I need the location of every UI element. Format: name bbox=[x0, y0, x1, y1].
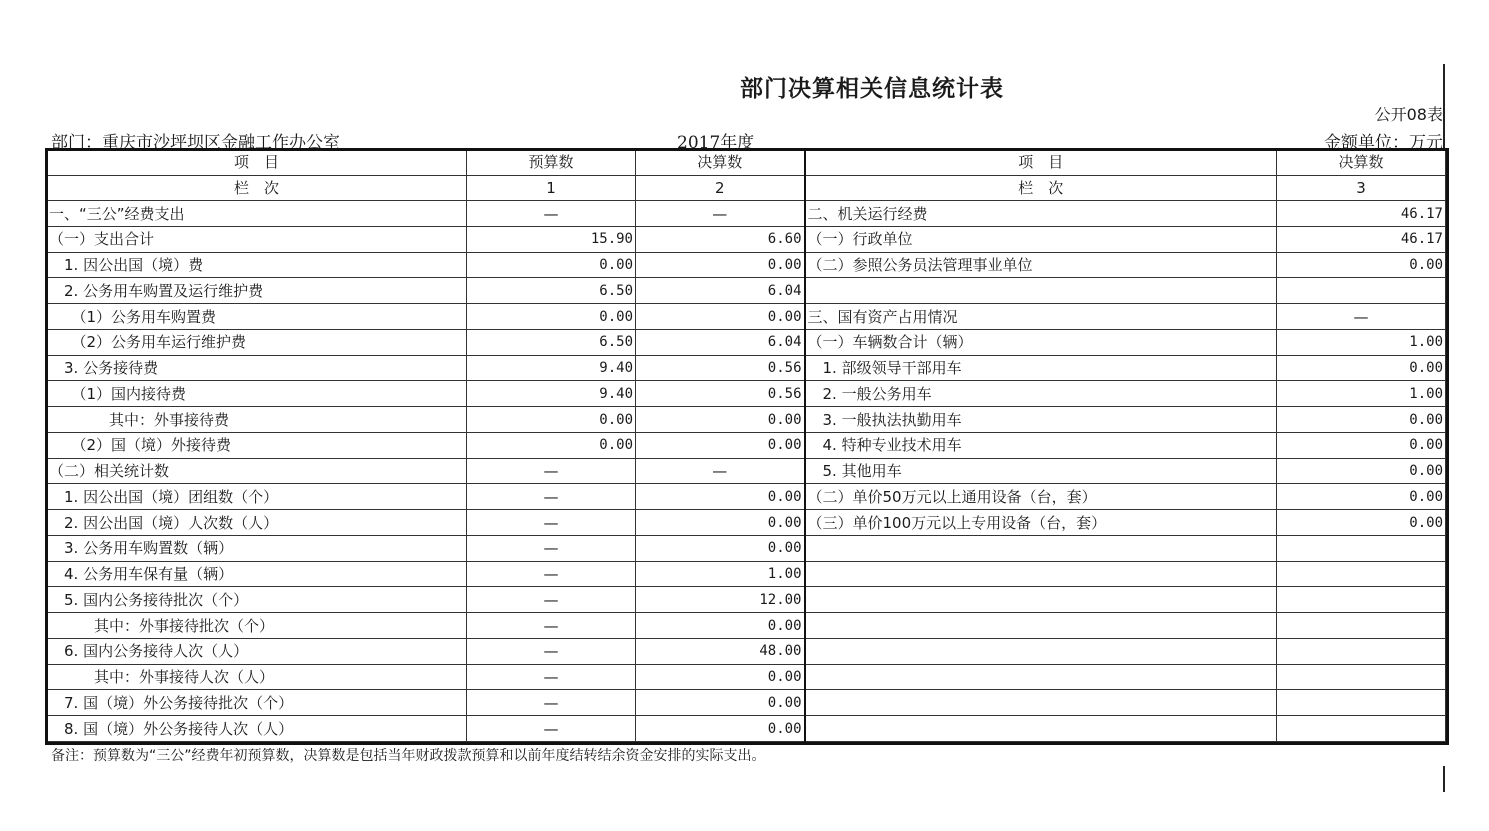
row-item-label-right: （三）单价100万元以上专用设备（台，套） bbox=[805, 510, 1277, 536]
row-item-label: （1）公务用车购置费 bbox=[47, 304, 467, 330]
row-final-value: 6.60 bbox=[636, 226, 805, 252]
row-final-value-right: 46.17 bbox=[1277, 201, 1446, 227]
row-budget-value: 0.00 bbox=[467, 407, 636, 433]
row-final-value-right bbox=[1277, 716, 1446, 742]
row-final-value: 6.04 bbox=[636, 278, 805, 304]
row-item-label-right bbox=[805, 716, 1277, 742]
department-label: 部门：重庆市沙坪坝区金融工作办公室 bbox=[51, 133, 340, 153]
row-item-label: 其中：外事接待批次（个） bbox=[47, 613, 467, 639]
row-final-value: 0.00 bbox=[636, 690, 805, 716]
table-row bbox=[47, 484, 1446, 510]
row-item-label-right bbox=[805, 664, 1277, 690]
row-item-label-right: （一）行政单位 bbox=[805, 226, 1277, 252]
row-final-value-right: 0.00 bbox=[1277, 458, 1446, 484]
row-budget-value: — bbox=[467, 716, 636, 742]
form-number: 公开08表 bbox=[1374, 105, 1443, 124]
row-item-label-right: 三、国有资产占用情况 bbox=[805, 304, 1277, 330]
table-row bbox=[47, 587, 1446, 613]
row-budget-value: — bbox=[467, 561, 636, 587]
row-item-label: 5. 国内公务接待批次（个） bbox=[47, 587, 467, 613]
row-final-value: 0.00 bbox=[636, 484, 805, 510]
row-final-value: 0.00 bbox=[636, 535, 805, 561]
row-budget-value: — bbox=[467, 535, 636, 561]
fiscal-year: 2017年度 bbox=[677, 133, 755, 153]
table-row bbox=[47, 716, 1446, 742]
row-final-value: 1.00 bbox=[636, 561, 805, 587]
row-item-label-right: 4. 特种专业技术用车 bbox=[805, 432, 1277, 458]
row-item-label: （一）支出合计 bbox=[47, 226, 467, 252]
row-final-value: 6.04 bbox=[636, 329, 805, 355]
header-item: 项 目 bbox=[47, 150, 467, 176]
row-final-value: 0.00 bbox=[636, 304, 805, 330]
row-item-label: （2）国（境）外接待费 bbox=[47, 432, 467, 458]
row-final-value-right bbox=[1277, 278, 1446, 304]
header-final: 决算数 bbox=[636, 150, 805, 176]
table-row bbox=[47, 226, 1446, 252]
row-item-label-right: 3. 一般执法执勤用车 bbox=[805, 407, 1277, 433]
column-index-row bbox=[47, 175, 1446, 201]
row-item-label: 其中：外事接待人次（人） bbox=[47, 664, 467, 690]
table-row bbox=[47, 638, 1446, 664]
row-budget-value: 9.40 bbox=[467, 381, 636, 407]
table-row bbox=[47, 329, 1446, 355]
row-item-label-right bbox=[805, 535, 1277, 561]
row-item-label-right bbox=[805, 613, 1277, 639]
header-budget: 预算数 bbox=[467, 150, 636, 176]
row-final-value: 0.56 bbox=[636, 381, 805, 407]
row-final-value: 0.00 bbox=[636, 432, 805, 458]
table-row bbox=[47, 278, 1446, 304]
row-item-label: 2. 因公出国（境）人次数（人） bbox=[47, 510, 467, 536]
row-budget-value: 0.00 bbox=[467, 252, 636, 278]
table-row bbox=[47, 407, 1446, 433]
row-item-label: （1）国内接待费 bbox=[47, 381, 467, 407]
row-item-label: 2. 公务用车购置及运行维护费 bbox=[47, 278, 467, 304]
row-budget-value: — bbox=[467, 690, 636, 716]
row-item-label: 其中：外事接待费 bbox=[47, 407, 467, 433]
row-final-value-right: 46.17 bbox=[1277, 226, 1446, 252]
row-item-label-right: 1. 部级领导干部用车 bbox=[805, 355, 1277, 381]
row-final-value-right: 0.00 bbox=[1277, 355, 1446, 381]
table-row bbox=[47, 561, 1446, 587]
row-final-value-right bbox=[1277, 638, 1446, 664]
row-budget-value: 0.00 bbox=[467, 304, 636, 330]
table-row bbox=[47, 201, 1446, 227]
row-final-value-right bbox=[1277, 613, 1446, 639]
row-item-label-right bbox=[805, 278, 1277, 304]
row-item-label-right bbox=[805, 638, 1277, 664]
statistics-table bbox=[46, 149, 1446, 742]
row-budget-value: 0.00 bbox=[467, 432, 636, 458]
row-item-label: （2）公务用车运行维护费 bbox=[47, 329, 467, 355]
row-budget-value: — bbox=[467, 664, 636, 690]
table-body bbox=[47, 201, 1446, 742]
row-final-value-right bbox=[1277, 664, 1446, 690]
row-final-value: 48.00 bbox=[636, 638, 805, 664]
edge-marker-top bbox=[1443, 64, 1445, 148]
table-row bbox=[47, 381, 1446, 407]
table-row bbox=[47, 304, 1446, 330]
row-item-label-right: 二、机关运行经费 bbox=[805, 201, 1277, 227]
row-budget-value: 9.40 bbox=[467, 355, 636, 381]
row-item-label: 8. 国（境）外公务接待人次（人） bbox=[47, 716, 467, 742]
row-budget-value: 6.50 bbox=[467, 329, 636, 355]
col-index-2: 2 bbox=[636, 175, 805, 201]
row-final-value-right: 0.00 bbox=[1277, 510, 1446, 536]
row-final-value: 0.00 bbox=[636, 510, 805, 536]
row-final-value-right: 0.00 bbox=[1277, 252, 1446, 278]
table-row bbox=[47, 458, 1446, 484]
row-item-label-right: 2. 一般公务用车 bbox=[805, 381, 1277, 407]
row-budget-value: — bbox=[467, 587, 636, 613]
table-row bbox=[47, 252, 1446, 278]
row-budget-value: 15.90 bbox=[467, 226, 636, 252]
row-item-label-right: （二）单价50万元以上通用设备（台，套） bbox=[805, 484, 1277, 510]
row-item-label-right bbox=[805, 690, 1277, 716]
row-budget-value: — bbox=[467, 201, 636, 227]
col-label-right: 栏 次 bbox=[805, 175, 1277, 201]
row-final-value: 0.00 bbox=[636, 664, 805, 690]
row-final-value: 0.56 bbox=[636, 355, 805, 381]
table-row bbox=[47, 535, 1446, 561]
row-budget-value: — bbox=[467, 613, 636, 639]
row-item-label: 1. 因公出国（境）费 bbox=[47, 252, 467, 278]
table-row bbox=[47, 690, 1446, 716]
row-final-value-right: 1.00 bbox=[1277, 381, 1446, 407]
table-row bbox=[47, 510, 1446, 536]
col-index-1: 1 bbox=[467, 175, 636, 201]
row-final-value-right: 0.00 bbox=[1277, 432, 1446, 458]
row-final-value-right bbox=[1277, 587, 1446, 613]
row-final-value: — bbox=[636, 458, 805, 484]
row-final-value: 12.00 bbox=[636, 587, 805, 613]
row-item-label-right: （一）车辆数合计（辆） bbox=[805, 329, 1277, 355]
row-item-label: 3. 公务用车购置数（辆） bbox=[47, 535, 467, 561]
row-item-label: 1. 因公出国（境）团组数（个） bbox=[47, 484, 467, 510]
row-budget-value: 6.50 bbox=[467, 278, 636, 304]
row-final-value-right: 0.00 bbox=[1277, 407, 1446, 433]
row-final-value-right: 1.00 bbox=[1277, 329, 1446, 355]
row-item-label: 一、“三公”经费支出 bbox=[47, 201, 467, 227]
row-budget-value: — bbox=[467, 484, 636, 510]
row-final-value: 0.00 bbox=[636, 407, 805, 433]
row-budget-value: — bbox=[467, 638, 636, 664]
row-item-label: 4. 公务用车保有量（辆） bbox=[47, 561, 467, 587]
row-final-value-right bbox=[1277, 535, 1446, 561]
row-item-label-right bbox=[805, 587, 1277, 613]
row-final-value: 0.00 bbox=[636, 716, 805, 742]
table-row bbox=[47, 432, 1446, 458]
row-item-label: 3. 公务接待费 bbox=[47, 355, 467, 381]
header-row bbox=[47, 150, 1446, 176]
page-title: 部门决算相关信息统计表 bbox=[740, 76, 1004, 102]
col-index-3: 3 bbox=[1277, 175, 1446, 201]
row-item-label: 6. 国内公务接待人次（人） bbox=[47, 638, 467, 664]
edge-marker-bottom bbox=[1443, 766, 1445, 792]
row-item-label: 7. 国（境）外公务接待批次（个） bbox=[47, 690, 467, 716]
amount-unit: 金额单位：万元 bbox=[1324, 133, 1443, 153]
row-budget-value: — bbox=[467, 510, 636, 536]
col-label: 栏 次 bbox=[47, 175, 467, 201]
table-row bbox=[47, 664, 1446, 690]
row-budget-value: — bbox=[467, 458, 636, 484]
table-row bbox=[47, 613, 1446, 639]
header-item-right: 项 目 bbox=[805, 150, 1277, 176]
row-final-value: — bbox=[636, 201, 805, 227]
footnote: 备注：预算数为“三公”经费年初预算数，决算数是包括当年财政拨款预算和以前年度结转结余资金安排的实际支出。 bbox=[51, 748, 766, 764]
row-item-label-right: 5. 其他用车 bbox=[805, 458, 1277, 484]
row-item-label-right bbox=[805, 561, 1277, 587]
row-final-value-right bbox=[1277, 561, 1446, 587]
row-final-value: 0.00 bbox=[636, 252, 805, 278]
row-final-value-right bbox=[1277, 690, 1446, 716]
row-final-value-right: 0.00 bbox=[1277, 484, 1446, 510]
table-row bbox=[47, 355, 1446, 381]
row-final-value-right: — bbox=[1277, 304, 1446, 330]
row-item-label-right: （二）参照公务员法管理事业单位 bbox=[805, 252, 1277, 278]
row-final-value: 0.00 bbox=[636, 613, 805, 639]
row-item-label: （二）相关统计数 bbox=[47, 458, 467, 484]
header-final-right: 决算数 bbox=[1277, 150, 1446, 176]
